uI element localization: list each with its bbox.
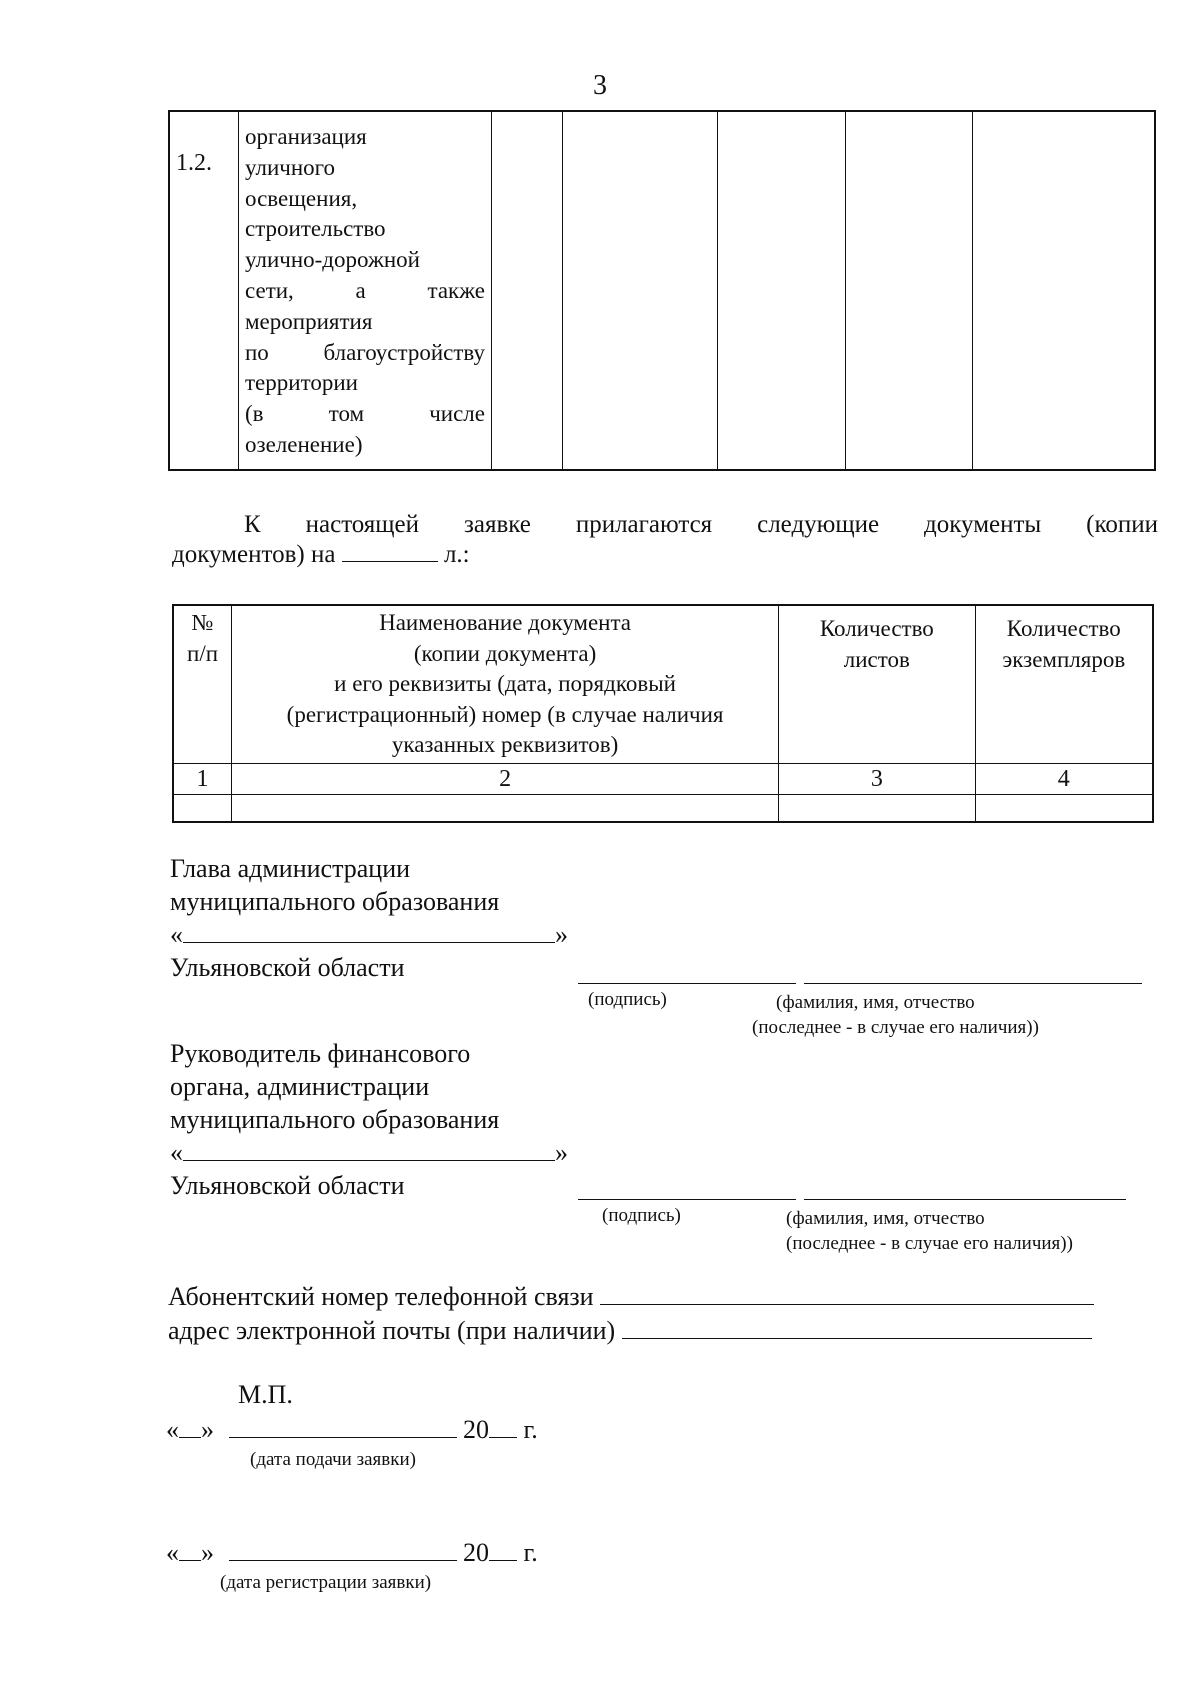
row-line: мероприятия <box>245 308 373 334</box>
row-number: 1.2. <box>169 111 239 470</box>
attachments-unit: л.: <box>443 541 470 568</box>
phone-field[interactable] <box>600 1282 1094 1305</box>
head-admin-signature-line[interactable] <box>578 983 796 984</box>
stamp-label: М.П. <box>238 1380 293 1409</box>
row-description <box>239 111 492 470</box>
finance-head-region: Ульяновской области <box>170 1171 405 1200</box>
attachments-text-start: К настоящей заявке прилагаются следующие документы (копии <box>244 511 1158 538</box>
row-line: освещения, <box>245 185 358 211</box>
finance-head-name-caption-2: (последнее - в случае его наличия)) <box>786 1233 1073 1254</box>
table-cell <box>563 111 718 470</box>
head-admin-title: Глава администрации <box>170 854 411 883</box>
head-admin-name-caption: (фамилия, имя, отчество <box>776 992 975 1013</box>
header-document-name: Наименование документа (копии документа) и его реквизиты (дата, порядковый (регистрационный) номер (в случае наличия указанных реквизитов) <box>232 605 779 763</box>
table-row <box>169 111 1155 470</box>
head-admin-name-caption-2: (последнее - в случае его наличия)) <box>752 1017 1039 1038</box>
row-line: (в том числе <box>245 401 485 427</box>
table-cell <box>718 111 846 470</box>
table-cell[interactable] <box>232 795 779 823</box>
day-field[interactable] <box>179 1538 201 1561</box>
header-copies: Количество экземпляров <box>975 605 1153 763</box>
header-sheets: Количество листов <box>779 605 975 763</box>
table-cell <box>846 111 973 470</box>
registration-date-row: « » 20 г. <box>166 1538 538 1567</box>
head-admin-region: Ульяновской области <box>170 953 405 982</box>
row-line: территории <box>245 370 358 396</box>
phone-row <box>168 1280 1148 1314</box>
row-line: организация <box>245 124 367 149</box>
table-cell <box>973 111 1156 470</box>
row-line: озеленение) <box>245 431 363 457</box>
table-row <box>173 795 1153 823</box>
column-number: 1 <box>173 763 232 795</box>
measures-table <box>168 110 1156 471</box>
column-number: 3 <box>779 763 975 795</box>
column-number: 4 <box>975 763 1153 795</box>
page-number: 3 <box>593 70 607 101</box>
head-admin-org: муниципального образования <box>170 887 500 916</box>
head-admin-name-line[interactable] <box>804 983 1142 984</box>
row-line: строительство <box>245 216 386 242</box>
finance-head-block: Руководитель финансового органа, администрации муниципального образования « » Ульяновской области <box>170 1039 568 1200</box>
month-field[interactable] <box>229 1415 457 1438</box>
attachments-text-end: документов) на <box>172 541 336 568</box>
column-number: 2 <box>232 763 779 795</box>
month-field[interactable] <box>229 1538 457 1561</box>
head-admin-block: Глава администрации муниципального образования « » Ульяновской области <box>170 854 568 982</box>
email-row <box>168 1314 1148 1348</box>
finance-head-signature-caption: (подпись) <box>602 1205 681 1226</box>
municipality-name-line[interactable] <box>183 922 555 943</box>
submission-date-caption: (дата подачи заявки) <box>250 1449 416 1470</box>
sheet-count-blank[interactable] <box>342 541 438 562</box>
documents-table <box>172 604 1154 823</box>
email-field[interactable] <box>622 1316 1092 1339</box>
head-admin-signature-caption: (подпись) <box>588 989 667 1010</box>
finance-head-org: органа, администрации <box>170 1072 430 1101</box>
finance-head-signature-line[interactable] <box>578 1199 796 1200</box>
year-field[interactable] <box>489 1415 517 1438</box>
municipality-name-line[interactable] <box>183 1140 555 1161</box>
table-header-row <box>173 605 1153 763</box>
row-line: уличного <box>245 154 336 180</box>
registration-date-caption: (дата регистрации заявки) <box>220 1572 432 1593</box>
finance-head-name-line[interactable] <box>804 1199 1126 1200</box>
table-cell[interactable] <box>173 795 232 823</box>
attachments-paragraph <box>172 510 1158 570</box>
day-field[interactable] <box>179 1415 201 1438</box>
column-numbers-row <box>173 763 1153 795</box>
table-cell <box>492 111 563 470</box>
finance-head-title: Руководитель финансового <box>170 1039 471 1068</box>
finance-head-name-caption: (фамилия, имя, отчество <box>786 1208 985 1229</box>
year-field[interactable] <box>489 1538 517 1561</box>
row-line: сети, а также <box>245 277 485 303</box>
submission-date-row: « » 20 г. <box>166 1415 538 1444</box>
table-cell[interactable] <box>975 795 1153 823</box>
table-cell[interactable] <box>779 795 975 823</box>
header-num: № п/п <box>173 605 232 763</box>
row-line: по благоустройству <box>245 339 485 365</box>
row-line: улично-дорожной <box>245 247 420 273</box>
phone-label: Абонентский номер телефонной связи <box>168 1282 594 1311</box>
finance-head-municipality: муниципального образования <box>170 1105 500 1134</box>
email-label: адрес электронной почты (при наличии) <box>168 1316 616 1345</box>
